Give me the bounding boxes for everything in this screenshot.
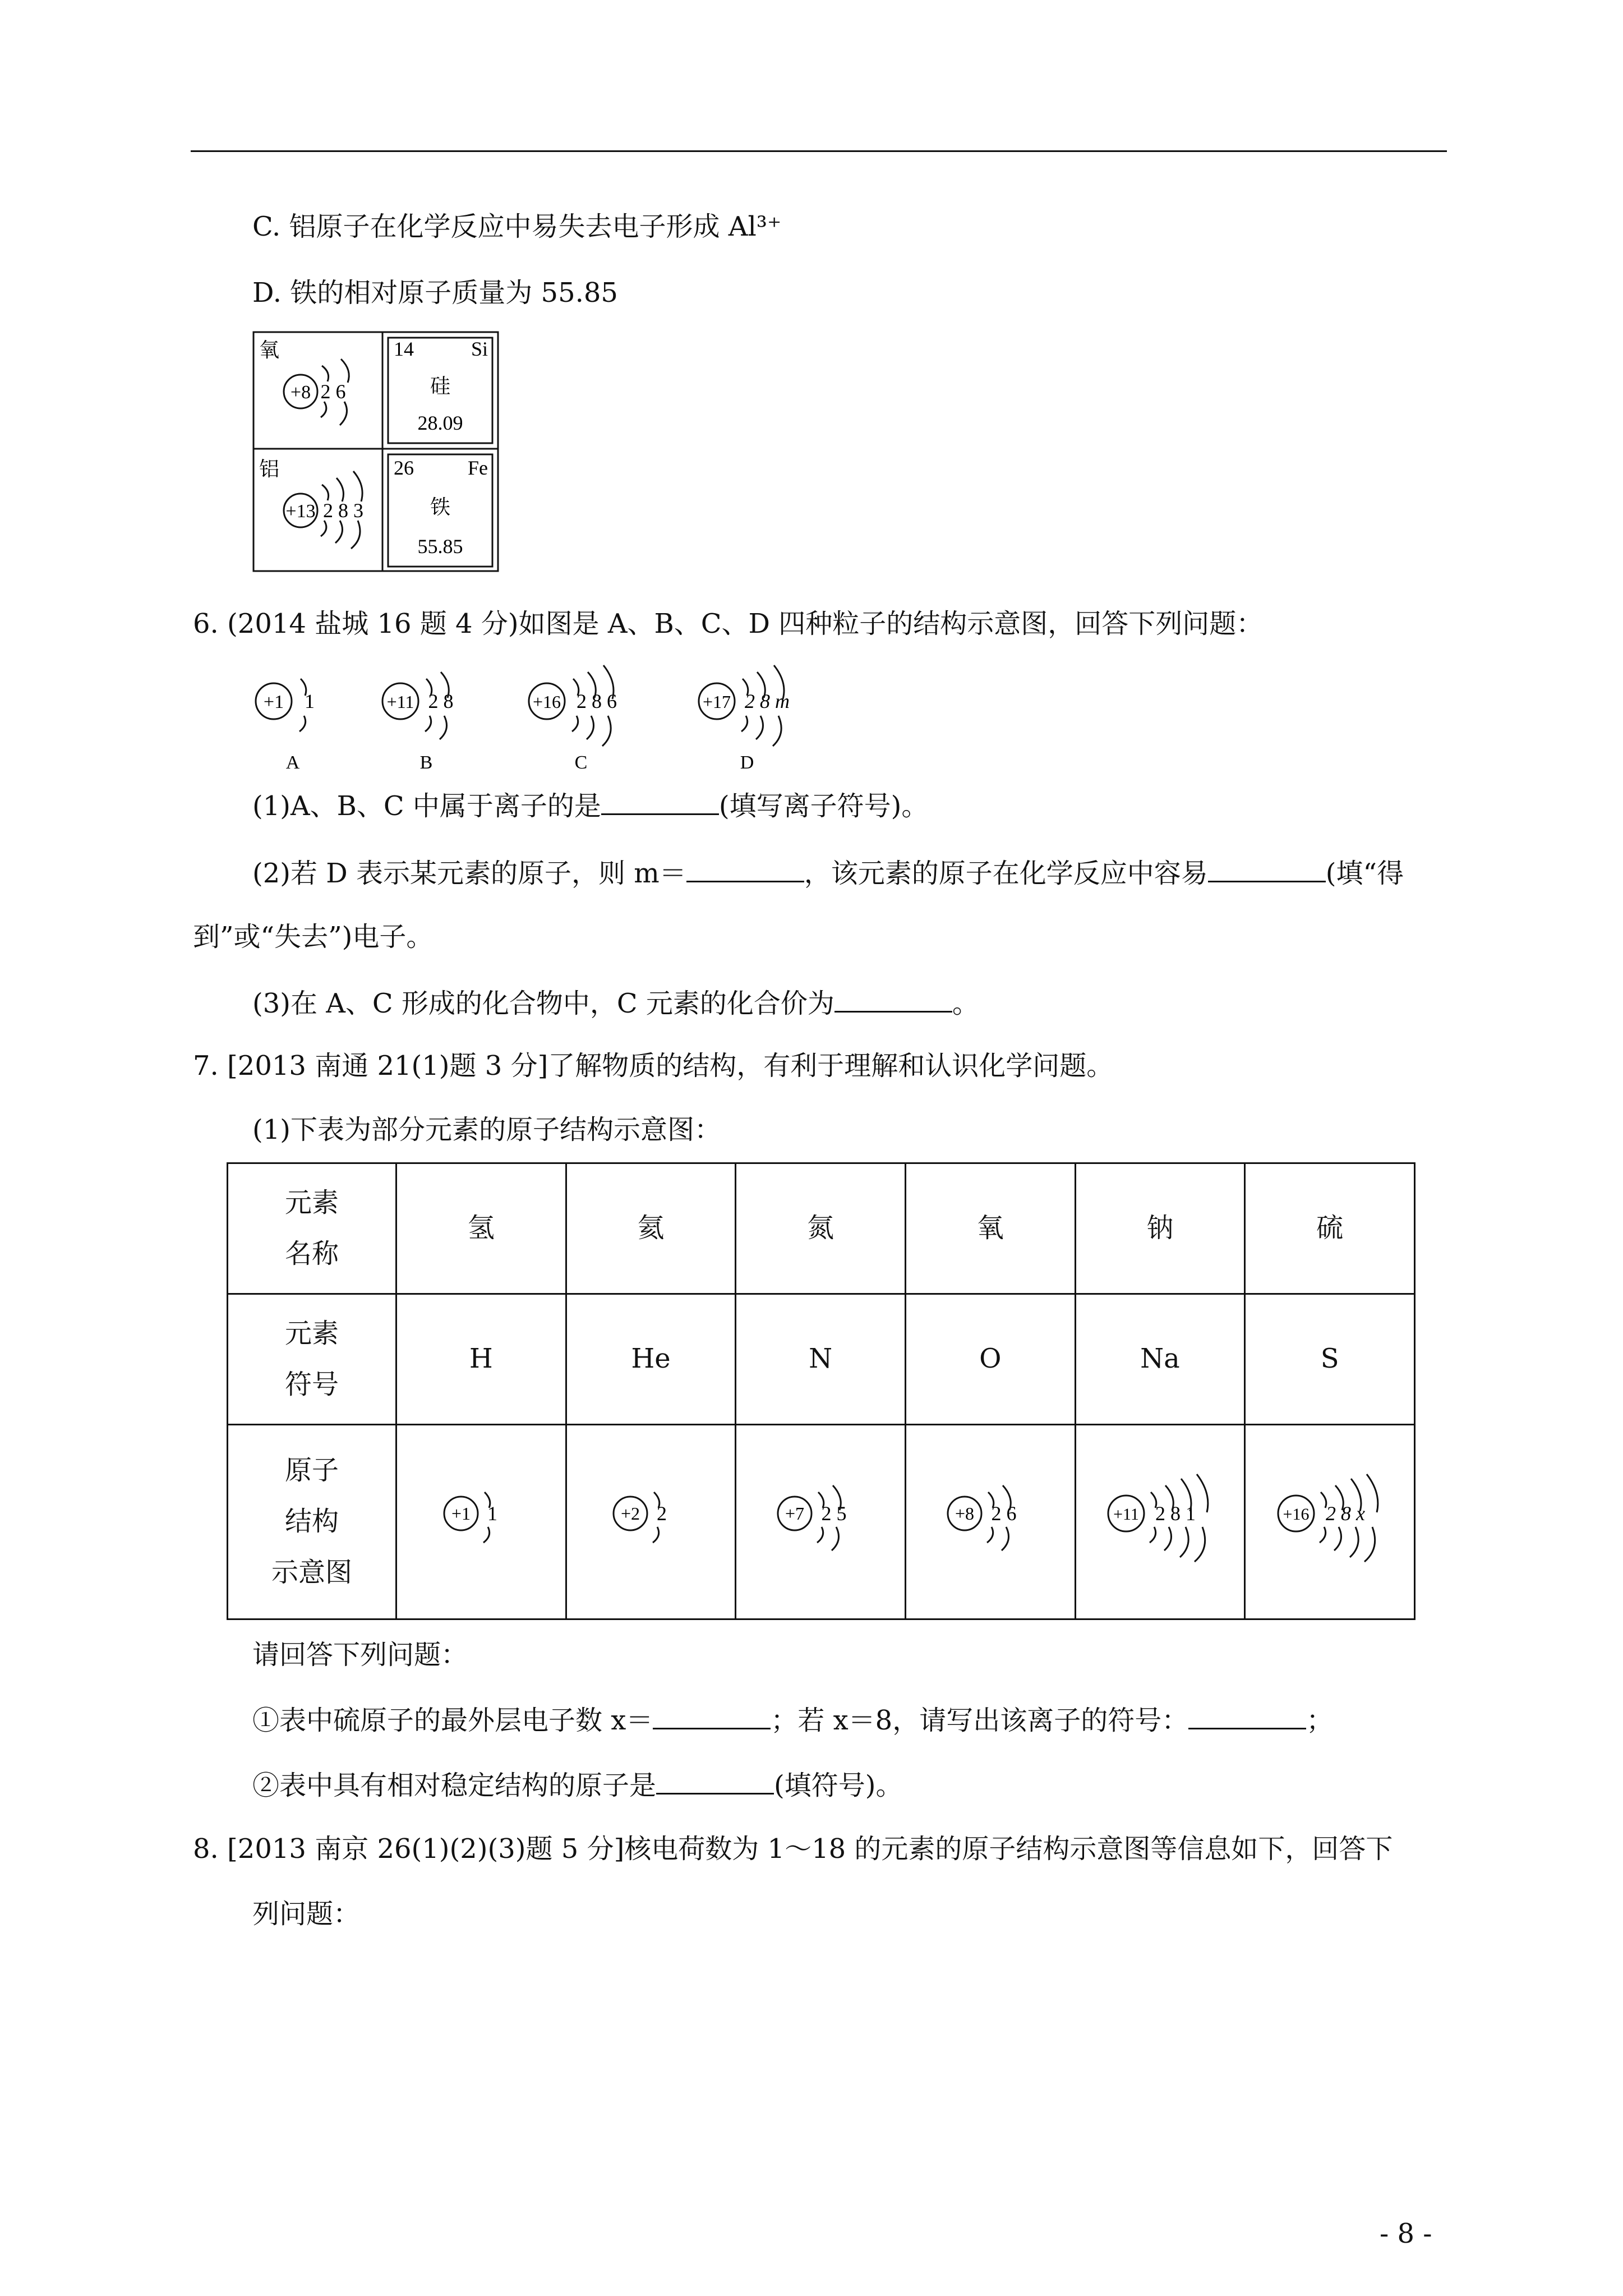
row-header-name: 元素 名称 (228, 1163, 396, 1294)
atom-diagram (594, 1463, 707, 1564)
atom-shells: 2 8 1 (1155, 1502, 1196, 1525)
q8-stem-line2: 列问题： (252, 1898, 361, 1930)
aluminum-nucleus: +13 (285, 501, 316, 522)
answer-blank[interactable] (834, 988, 952, 1013)
option-c: C. 铝原子在化学反应中易失去电子形成 Al³⁺ (252, 211, 782, 242)
q6-sub1: (1)A、B、C 中属于离子的是 (填写离子符号)。 (252, 790, 929, 822)
page-number: - 8 - (1380, 2218, 1432, 2249)
element-name: 钠 (1075, 1163, 1245, 1294)
atom-diagram-cell (396, 1424, 566, 1619)
atom-diagram-cell (1245, 1424, 1415, 1619)
atom-diagram-cell (566, 1424, 736, 1619)
q7-answer-1: ①表中硫原子的最外层电子数 x＝ ；若 x＝8，请写出该离子的符号： ； (252, 1705, 1334, 1736)
element-info-figure (252, 331, 499, 572)
option-d: D. 铁的相对原子质量为 55.85 (252, 277, 618, 309)
q6-sub3: (3)在 A、C 形成的化合物中，C 元素的化合价为 。 (252, 988, 979, 1019)
particle-d (699, 665, 790, 773)
atom-nucleus: +1 (451, 1503, 471, 1524)
row-header-diagram: 原子 结构 示意图 (228, 1424, 396, 1619)
particle-c (529, 665, 617, 773)
atom-diagram (425, 1463, 537, 1564)
silicon-mass: 28.09 (417, 412, 463, 434)
particle-b-label: B (419, 752, 433, 773)
table-row (228, 1424, 1415, 1619)
element-symbol: O (905, 1294, 1075, 1424)
atom-diagram-cell (736, 1424, 906, 1619)
atom-shells: 1 (487, 1502, 497, 1525)
atom-nucleus: +2 (621, 1503, 640, 1524)
atom-shells: 2 (657, 1502, 667, 1525)
atom-nucleus: +16 (1283, 1504, 1310, 1524)
particle-a (256, 679, 315, 773)
atom-shells: 2 6 (991, 1502, 1017, 1525)
particle-c-shells: 2 8 6 (577, 690, 617, 712)
q6-sub2: (2)若 D 表示某元素的原子，则 m＝ ，该元素的原子在化学反应中容易 (填“得 (252, 858, 1404, 889)
q8-stem-line1: 8. [2013 南京 26(1)(2)(3)题 5 分]核电荷数为 1～18 的元素的原子结构示意图等信息如下，回答下 (193, 1833, 1393, 1865)
q7-answer-2: ②表中具有相对稳定结构的原子是 (填符号)。 (252, 1770, 903, 1801)
iron-name: 铁 (430, 496, 451, 518)
row-header-symbol: 元素 符号 (228, 1294, 396, 1424)
answer-blank[interactable] (601, 791, 719, 815)
q6-stem: 6. (2014 盐城 16 题 4 分)如图是 A、B、C、D 四种粒子的结构示意图，回答下列问题： (193, 608, 1264, 639)
element-symbol: S (1245, 1294, 1415, 1424)
oxygen-shells: 2 6 (320, 380, 346, 403)
iron-symbol: Fe (468, 457, 488, 479)
header-rule (191, 150, 1447, 152)
table-row (228, 1163, 1415, 1294)
atom-diagram-cell (905, 1424, 1075, 1619)
answer-blank[interactable] (686, 858, 804, 882)
silicon-symbol: Si (471, 338, 488, 360)
answer-blank[interactable] (1188, 1705, 1306, 1729)
element-name: 氦 (566, 1163, 736, 1294)
element-symbol: H (396, 1294, 566, 1424)
atom-nucleus: +8 (955, 1503, 974, 1524)
q7-sub1: (1)下表为部分元素的原子结构示意图： (252, 1114, 721, 1145)
silicon-name: 硅 (430, 375, 451, 397)
answer-blank[interactable] (656, 1770, 774, 1795)
q7-stem: 7. [2013 南通 21(1)题 3 分]了解物质的结构，有利于理解和认识化学问题。 (193, 1050, 1114, 1082)
table-row (228, 1294, 1415, 1424)
particle-b-nucleus: +11 (386, 692, 414, 712)
oxygen-name: 氧 (259, 339, 280, 361)
oxygen-nucleus: +8 (290, 382, 311, 403)
particle-c-nucleus: +16 (532, 692, 561, 712)
particle-b-shells: 2 8 (428, 690, 454, 712)
element-symbol: He (566, 1294, 736, 1424)
atom-diagram-cell (1075, 1424, 1245, 1619)
silicon-number: 14 (394, 338, 414, 360)
element-table (227, 1162, 1415, 1620)
particle-b (382, 672, 454, 773)
element-symbol: Na (1075, 1294, 1245, 1424)
atom-shells: 2 8 x (1326, 1502, 1366, 1525)
atom-nucleus: +11 (1113, 1504, 1140, 1524)
atom-diagram (764, 1463, 877, 1564)
atom-diagram (1098, 1463, 1221, 1564)
particle-a-label: A (285, 752, 300, 773)
element-name: 硫 (1245, 1163, 1415, 1294)
element-symbol: N (736, 1294, 906, 1424)
q6-sub2-cont: 到”或“失去”)电子。 (193, 921, 434, 953)
q7-answer-intro: 请回答下列问题： (252, 1639, 468, 1671)
element-name: 氢 (396, 1163, 566, 1294)
aluminum-name: 铝 (259, 458, 280, 480)
answer-blank[interactable] (653, 1705, 771, 1729)
particle-d-shells: 2 8 m (745, 690, 790, 712)
particle-d-nucleus: +17 (702, 692, 731, 712)
atom-nucleus: +7 (785, 1503, 805, 1524)
particle-a-shells: 1 (305, 690, 315, 712)
particle-c-label: C (574, 752, 588, 773)
element-name: 氮 (736, 1163, 906, 1294)
atom-shells: 2 5 (821, 1502, 847, 1525)
answer-blank[interactable] (1208, 858, 1326, 882)
particle-a-nucleus: +1 (263, 692, 284, 712)
iron-number: 26 (394, 457, 414, 479)
atom-diagram (1268, 1463, 1391, 1564)
iron-mass: 55.85 (417, 535, 463, 558)
aluminum-shells: 2 8 3 (323, 499, 363, 522)
atom-diagram (934, 1463, 1046, 1564)
element-name: 氧 (905, 1163, 1075, 1294)
particle-d-label: D (740, 752, 754, 773)
q6-particle-diagrams (241, 651, 830, 780)
